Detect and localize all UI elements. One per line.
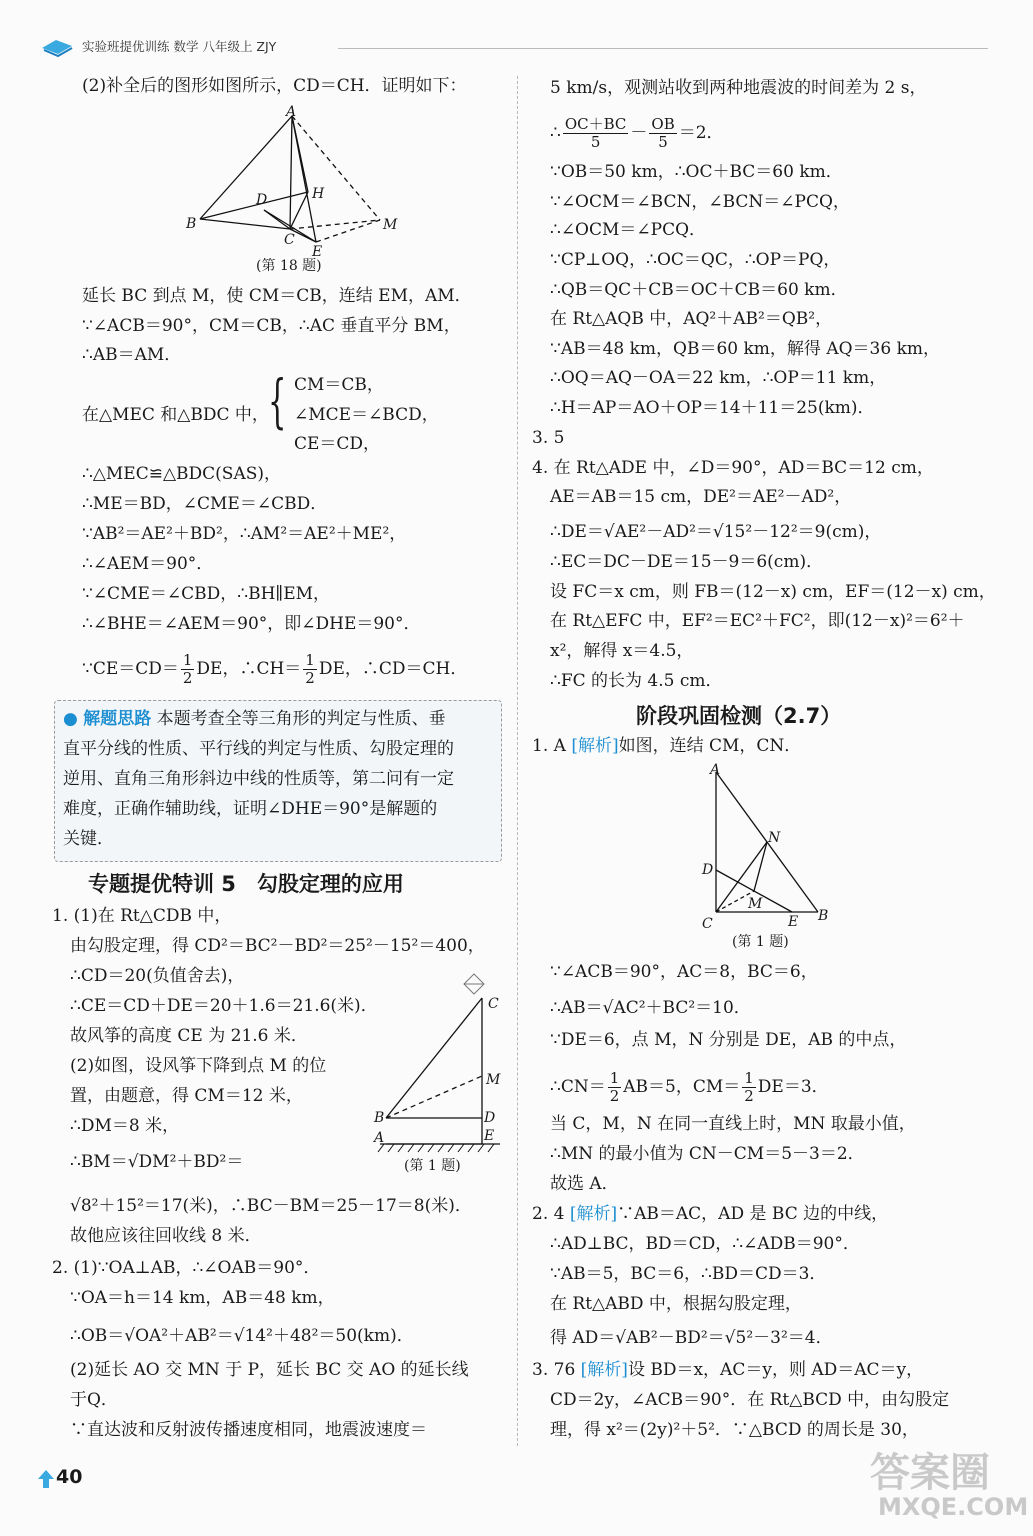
section-title: 阶段巩固检测（2.7） <box>636 704 842 728</box>
line: 理，得 x²＝(2y)²＋5²．∵△BCD 的周长是 30， <box>550 1420 919 1440</box>
line: √8²＋15²＝17(米)，∴BC－BM＝25－17＝8(米)． <box>70 1196 472 1216</box>
tip-line-5: 关键． <box>63 829 114 849</box>
line: ∴QB＝QC＋CB＝OC＋CB＝60 km． <box>550 280 848 300</box>
denominator: 2 <box>305 669 315 687</box>
fig1r-label-m: M <box>748 896 763 912</box>
line: ∴MN 的最小值为 CN－CM＝5－3＝2． <box>550 1144 865 1164</box>
fig1-caption: (第 1 题) <box>404 1158 461 1174</box>
denominator: 5 <box>658 133 668 151</box>
tip-box <box>54 700 502 862</box>
fig1r-caption: (第 1 题) <box>732 934 789 950</box>
line: ∵AB＝5，BC＝6，∴BD＝CD＝3． <box>550 1264 827 1284</box>
column-divider <box>517 76 518 1446</box>
line: ∵∠OCM＝∠BCN，∠BCN＝∠PCQ， <box>550 192 850 212</box>
line: ∵直达波和反射波传播速度相同，地震波速度＝ <box>70 1420 427 1440</box>
line-part: － <box>630 123 648 143</box>
line: ∴FC 的长为 4.5 cm． <box>550 671 723 691</box>
line: ∵∠CME＝∠CBD，∴BH∥EM， <box>82 584 331 604</box>
line <box>532 1358 923 1382</box>
fig1-label-d: D <box>484 1110 496 1126</box>
watermark-text: 答案圈 <box>870 1450 990 1496</box>
line-part: ∴ <box>550 123 561 143</box>
line: 5 km/s，观测站收到两种地震波的时间差为 2 s， <box>550 78 927 98</box>
line: 设 FC＝x cm，则 FB＝(12－x) cm，EF＝(12－x) cm， <box>550 582 996 602</box>
fig18-label-m: M <box>383 217 398 233</box>
line: 置，由题意，得 CM＝12 米， <box>70 1086 303 1106</box>
line: ∴DM＝8 米， <box>70 1116 180 1136</box>
line: ∵OB＝50 km，∴OC＋BC＝60 km． <box>550 162 843 182</box>
line: ∵∠ACB＝90°，CM＝CB，∴AC 垂直平分 BM， <box>82 316 461 336</box>
fraction <box>649 116 676 151</box>
watermark <box>870 1452 1028 1520</box>
line: 由勾股定理，得 CD²＝BC²－BD²＝25²－15²＝400， <box>70 936 485 956</box>
line-part: ∵CE＝CD＝ <box>82 659 179 679</box>
line-part: 如图，连结 CM，CN． <box>618 736 802 756</box>
fig1-label-m: M <box>486 1072 501 1088</box>
tip-line-2: 直平分线的性质、平行线的判定与性质、勾股定理的 <box>63 739 454 759</box>
numerator: 1 <box>744 1069 754 1087</box>
fig1-label-b: B <box>374 1110 385 1126</box>
line: ∴ME＝BD，∠CME＝∠CBD． <box>82 494 328 514</box>
line: ∴DE＝√AE²－AD²＝√15²－12²＝9(cm)， <box>550 522 882 542</box>
line: ∴∠OCM＝∠PCQ． <box>550 220 707 240</box>
line: ∴OB＝√OA²＋AB²＝√14²＋48²＝50(km)． <box>70 1326 414 1346</box>
line: ∴△MEC≌△BDC(SAS)， <box>82 464 281 484</box>
line: 在 Rt△AQB 中，AQ²＋AB²＝QB²， <box>550 309 833 329</box>
line-part: ∴CN＝ <box>550 1077 606 1097</box>
line: 于Q． <box>70 1390 118 1410</box>
line: 4. 在 Rt△ADE 中，∠D＝90°，AD＝BC＝12 cm， <box>532 458 934 478</box>
line: ∴EC＝DC－DE＝15－9＝6(cm)． <box>550 552 824 572</box>
fraction <box>608 1070 622 1105</box>
fig1-label-e: E <box>484 1128 495 1144</box>
fig1r-label-e: E <box>788 914 799 930</box>
line-part: DE，∴CD＝CH． <box>318 659 468 679</box>
header-title: 实验班提优训练 数学 八年级上 ZJY <box>82 39 277 54</box>
analysis-tag: [解析] <box>569 1204 618 1224</box>
section-title: 专题提优特训 5 勾股定理的应用 <box>88 872 404 896</box>
fraction <box>181 652 195 687</box>
line: ∴OQ＝AQ－OA＝22 km，∴OP＝11 km， <box>550 368 887 388</box>
numerator: OB <box>651 115 675 133</box>
line: CM＝CB， <box>294 375 384 395</box>
numerator: OC＋BC <box>564 115 627 133</box>
analysis-tag: [解析] <box>580 1360 628 1380</box>
fig1-label-c: C <box>488 996 499 1012</box>
fraction <box>742 1070 756 1105</box>
denominator: 5 <box>590 133 601 151</box>
fig1r-label-c: C <box>702 916 713 932</box>
fig18-label-e: E <box>312 244 323 260</box>
line: ∴AD⊥BC，BD＝CD，∴∠ADB＝90°． <box>550 1234 860 1254</box>
line: ∴AB＝√AC²＋BC²＝10． <box>550 998 751 1018</box>
denominator: 2 <box>609 1087 620 1105</box>
line-part: 2. 4 <box>532 1204 565 1224</box>
fig18-label-c: C <box>284 232 295 248</box>
analysis-tag: [解析] <box>571 736 619 756</box>
fig1r-label-n: N <box>768 830 781 846</box>
fig1r-label-a: A <box>710 762 721 778</box>
line-part: 3. 76 <box>532 1360 576 1380</box>
line: ∵AB²＝AE²＋BD²，∴AM²＝AE²＋ME²， <box>82 524 407 544</box>
figure-1-right <box>690 762 840 954</box>
numerator: 1 <box>305 651 315 669</box>
fig1r-label-b: B <box>818 908 829 924</box>
line: CD＝2y，∠ACB＝90°．在 Rt△BCD 中，由勾股定 <box>550 1390 950 1410</box>
line: ∴CD＝20(负值舍去)， <box>70 966 245 986</box>
line-part: ∵AB＝AC，AD 是 BC 边的中线， <box>617 1204 889 1224</box>
line: 在△MEC 和△BDC 中， <box>82 405 269 425</box>
line: 3. 5 <box>532 428 565 448</box>
line: ∴H＝AP＝AO＋OP＝14＋11＝25(km)． <box>550 398 875 418</box>
line: ∴AB＝AM． <box>82 345 182 365</box>
line <box>532 734 801 758</box>
line: ∵OA＝h＝14 km，AB＝48 km， <box>70 1288 335 1308</box>
line: ∴CE＝CD＋DE＝20＋1.6＝21.6(米)． <box>70 996 378 1016</box>
fig18-label-a: A <box>286 104 297 120</box>
fraction <box>563 116 629 151</box>
line: CE＝CD， <box>294 434 381 454</box>
line: x²，解得 x＝4.5， <box>550 641 694 661</box>
line: AE＝AB＝15 cm，DE²＝AE²－AD²， <box>550 487 852 507</box>
denominator: 2 <box>744 1087 754 1105</box>
line: 2. (1)∵OA⊥AB，∴∠OAB＝90°． <box>52 1258 321 1278</box>
numerator: 1 <box>182 651 193 669</box>
numerator: 1 <box>609 1069 620 1087</box>
fig1-label-a: A <box>374 1130 385 1146</box>
tip-bullet-icon: ● <box>63 709 78 729</box>
fraction <box>303 652 317 687</box>
line-part: 1. A <box>532 736 566 756</box>
line-part: 设 BD＝x，AC＝y，则 AD＝AC＝y， <box>627 1360 924 1380</box>
line: ∴∠AEM＝90°． <box>82 554 214 574</box>
page-number: 40 <box>56 1466 83 1488</box>
figure-18 <box>180 104 410 276</box>
page-header <box>38 34 998 58</box>
line: (2)如图，设风筝下降到点 M 的位 <box>70 1056 327 1076</box>
watermark-url: MXQE.COM <box>878 1493 1029 1521</box>
line-part: DE＝3． <box>757 1077 829 1097</box>
line: 得 AD＝√AB²－BD²＝√5²－3²＝4． <box>550 1328 833 1348</box>
fig18-label-b: B <box>186 216 197 232</box>
up-arrow-icon <box>36 1468 56 1490</box>
line: ∴∠BHE＝∠AEM＝90°，即∠DHE＝90°． <box>82 614 421 634</box>
figure-1-kite <box>370 968 510 1180</box>
header-rule <box>338 48 988 49</box>
fig1r-label-d: D <box>702 862 714 878</box>
line: 在 Rt△EFC 中，EF²＝EC²＋FC²，即(12－x)²＝6²＋ <box>550 611 965 631</box>
line: (2)补全后的图形如图所示，CD＝CH．证明如下： <box>82 76 467 96</box>
line: 故他应该往回收线 8 米． <box>70 1226 262 1246</box>
line <box>550 116 724 151</box>
tip-line-3: 逆用、直角三角形斜边中线的性质等，第二问有一定 <box>63 769 454 789</box>
line <box>550 1070 829 1105</box>
line: 故风筝的高度 CE 为 21.6 米． <box>70 1026 308 1046</box>
line: 在 Rt△ABD 中，根据勾股定理， <box>550 1294 802 1314</box>
fig18-caption: (第 18 题) <box>256 258 322 274</box>
line: 故选 A． <box>550 1174 619 1194</box>
line: ∵DE＝6，点 M，N 分别是 DE，AB 的中点， <box>550 1030 907 1050</box>
tip-line-1 <box>63 707 446 731</box>
book-logo-icon <box>38 34 78 58</box>
line <box>532 1202 888 1226</box>
line: 延长 BC 到点 M，使 CM＝CB，连结 EM，AM． <box>82 286 472 306</box>
fig18-label-h: H <box>312 186 325 202</box>
denominator: 2 <box>182 669 193 687</box>
tip-line-4: 难度，正确作辅助线，证明∠DHE＝90°是解题的 <box>63 799 438 819</box>
fig18-label-d: D <box>256 192 268 208</box>
line: ∴BM＝√DM²＋BD²＝ <box>70 1152 244 1172</box>
line: ∵CP⊥OQ，∴OC＝QC，∴OP＝PQ， <box>550 250 841 270</box>
kite-icon <box>464 974 484 994</box>
line: ∵∠ACB＝90°，AC＝8，BC＝6， <box>550 962 818 982</box>
line: ∵AB＝48 km，QB＝60 km，解得 AQ＝36 km， <box>550 339 941 359</box>
line-part: AB＝5，CM＝ <box>623 1077 741 1097</box>
tip-title: 解题思路 <box>83 709 152 729</box>
line <box>82 652 467 687</box>
line: (2)延长 AO 交 MN 于 P，延长 BC 交 AO 的延长线 <box>70 1360 469 1380</box>
line: 1. (1)在 Rt△CDB 中， <box>52 906 232 926</box>
line: 当 C，M，N 在同一直线上时，MN 取最小值， <box>550 1114 916 1134</box>
line: ∠MCE＝∠BCD， <box>294 405 439 425</box>
tip-text: 本题考查全等三角形的判定与性质、垂 <box>156 709 446 729</box>
brace: { <box>268 367 287 435</box>
line-part: DE，∴CH＝ <box>196 659 302 679</box>
line-part: ＝2． <box>678 123 724 143</box>
